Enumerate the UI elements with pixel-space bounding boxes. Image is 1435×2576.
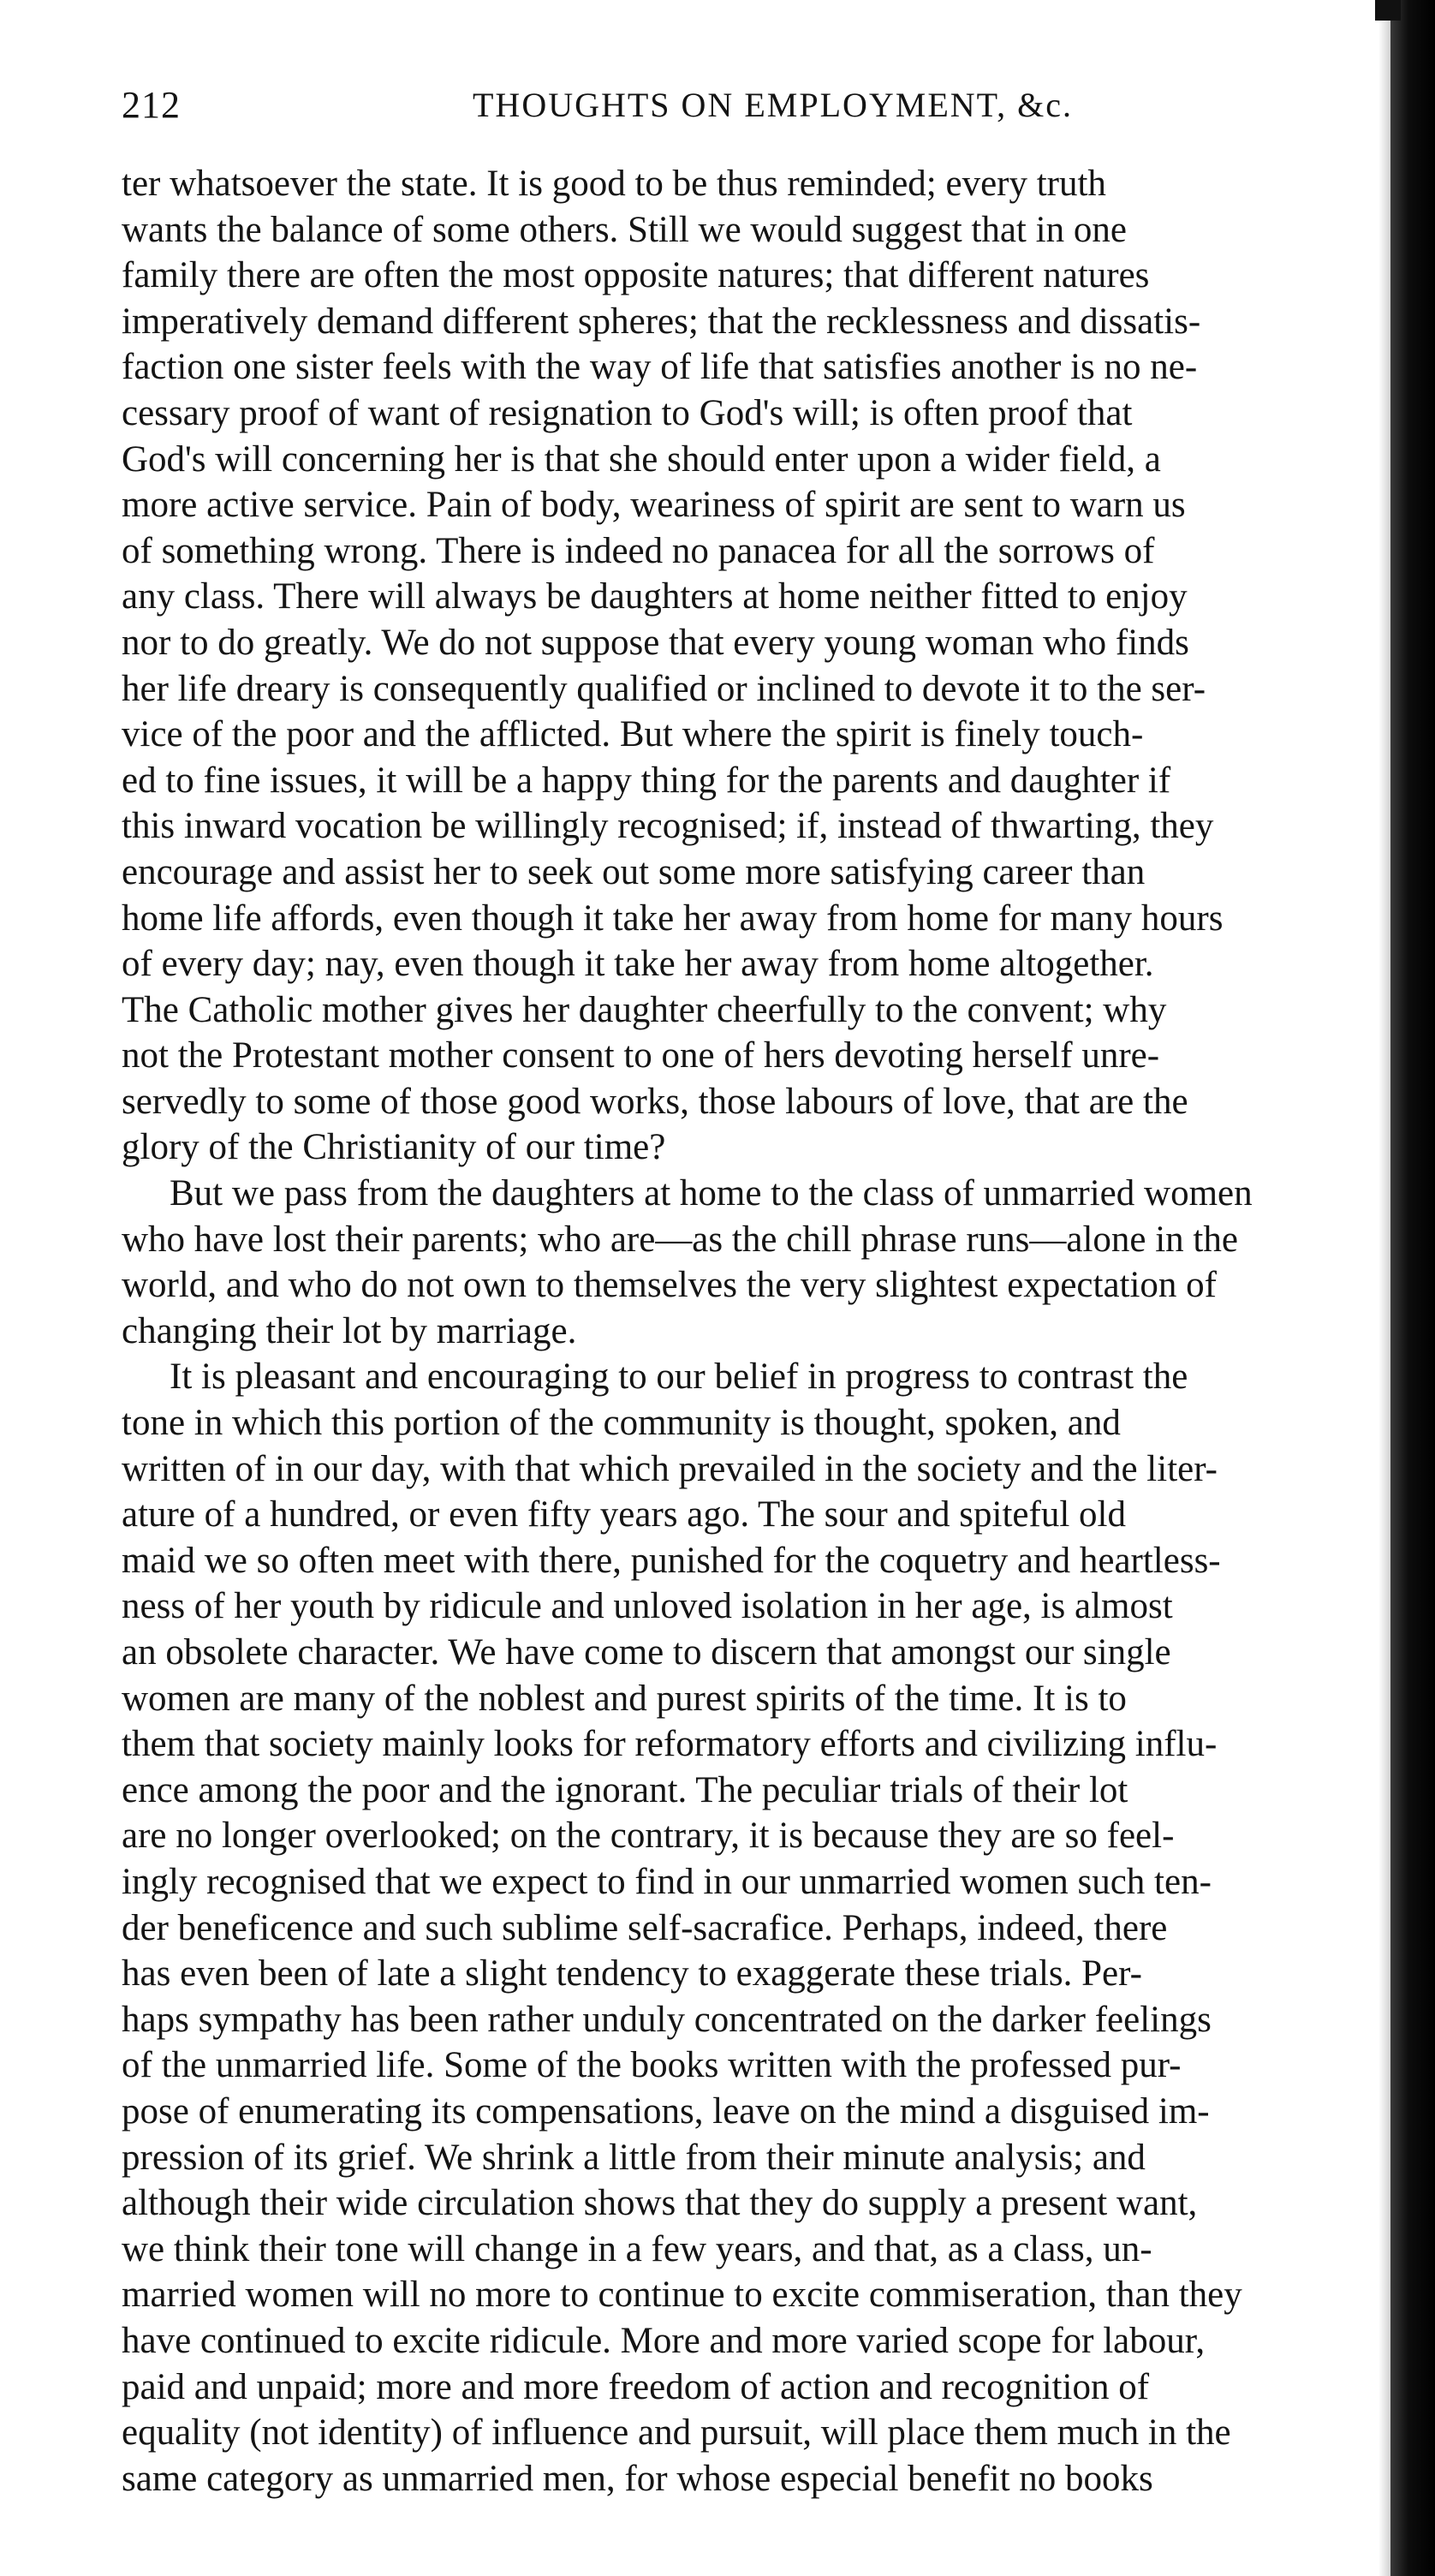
text-line: this inward vocation be willingly recognised; if, instead of thwarting, they — [122, 806, 1214, 847]
text-line: paid and unpaid; more and more freedom of action and recognition of — [122, 2366, 1150, 2407]
text-line: more active service. Pain of body, weariness of spirit are sent to warn us — [122, 485, 1186, 526]
text-line: But we pass from the daughters at home to the class of unmarried women — [170, 1173, 1253, 1214]
text-line: although their wide circulation shows that they do supply a present want, — [122, 2183, 1198, 2224]
text-line: of something wrong. There is indeed no panacea for all the sorrows of — [122, 530, 1155, 571]
text-line: pose of enumerating its compensations, leave on the mind a disguised im- — [122, 2090, 1210, 2132]
text-line: It is pleasant and encouraging to our belief in progress to contrast the — [170, 1357, 1188, 1398]
text-line: ness of her youth by ridicule and unloved isolation in her age, is almost — [122, 1586, 1173, 1627]
text-line: nor to do greatly. We do not suppose that every young woman who finds — [122, 622, 1189, 663]
text-line: haps sympathy has been rather unduly concentrated on the darker feelings — [122, 1999, 1212, 2040]
book-binding-edge — [1390, 0, 1435, 2576]
binding-shadow — [1378, 0, 1390, 2576]
text-line: The Catholic mother gives her daughter cheerfully to the convent; why — [122, 989, 1167, 1030]
text-line: married women will no more to continue to excite commiseration, than they — [122, 2275, 1242, 2316]
text-line: world, and who do not own to themselves the very slightest expectation of — [122, 1265, 1217, 1306]
text-line: have continued to excite ridicule. More and more varied scope for labour, — [122, 2320, 1206, 2361]
page-header — [122, 75, 1380, 135]
text-line: encourage and assist her to seek out some more satisfying career than — [122, 851, 1146, 892]
text-line: vice of the poor and the afflicted. But where the spirit is finely touch- — [122, 714, 1144, 755]
text-line: der beneficence and such sublime self-sacrafice. Perhaps, indeed, there — [122, 1907, 1168, 1948]
body-text — [122, 161, 1432, 2501]
text-line: ence among the poor and the ignorant. The peculiar trials of their lot — [122, 1769, 1128, 1810]
binding-corner — [1375, 0, 1401, 21]
text-line: pression of its grief. We shrink a little from their minute analysis; and — [122, 2137, 1146, 2178]
text-line: wants the balance of some others. Still we would suggest that in one — [122, 209, 1127, 250]
text-line: any class. There will always be daughters at home neither fitted to enjoy — [122, 576, 1188, 617]
text-line: women are many of the noblest and purest spirits of the time. It is to — [122, 1678, 1127, 1719]
text-line: are no longer overlooked; on the contrary, it is because they are so feel- — [122, 1816, 1175, 1857]
text-line: ature of a hundred, or even fifty years ago. The sour and spiteful old — [122, 1494, 1126, 1535]
text-line: not the Protestant mother consent to one of hers devoting herself unre- — [122, 1035, 1160, 1076]
text-line: same category as unmarried men, for whose especial benefit no books — [122, 2458, 1153, 2499]
text-line: written of in our day, with that which prevailed in the society and the liter- — [122, 1448, 1218, 1489]
text-line: imperatively demand different spheres; that the recklessness and dissatis- — [122, 301, 1201, 342]
text-line: glory of the Christianity of our time? — [122, 1127, 666, 1168]
text-line: servedly to some of those good works, those labours of love, that are the — [122, 1081, 1188, 1122]
text-line: an obsolete character. We have come to discern that amongst our single — [122, 1632, 1171, 1673]
text-line: of the unmarried life. Some of the books written with the professed pur- — [122, 2045, 1182, 2086]
text-line: maid we so often meet with there, punished for the coquetry and heartless- — [122, 1540, 1221, 1581]
text-line: faction one sister feels with the way of life that satisfies another is no ne- — [122, 347, 1198, 388]
text-line: ter whatsoever the state. It is good to be thus reminded; every truth — [122, 164, 1106, 204]
text-line: family there are often the most opposite natures; that different natures — [122, 255, 1150, 296]
text-line: we think their tone will change in a few years, and that, as a class, un- — [122, 2228, 1152, 2269]
text-line: home life affords, even though it take her away from home for many hours — [122, 897, 1224, 939]
text-line: ingly recognised that we expect to find in our unmarried women such ten- — [122, 1861, 1212, 1902]
text-line: cessary proof of want of resignation to God's will; is often proof that — [122, 392, 1133, 433]
running-title: THOUGHTS ON EMPLOYMENT, &c. — [473, 86, 1073, 124]
text-line: God's will concerning her is that she should enter upon a wider field, a — [122, 438, 1161, 480]
text-line: her life dreary is consequently qualified or inclined to devote it to the ser- — [122, 668, 1206, 709]
text-line: has even been of late a slight tendency to exaggerate these trials. Per- — [122, 1953, 1142, 1995]
text-line: tone in which this portion of the community is thought, spoken, and — [122, 1403, 1121, 1444]
text-line: changing their lot by marriage. — [122, 1310, 577, 1351]
text-line: equality (not identity) of influence and pursuit, will place them much in the — [122, 2412, 1231, 2454]
text-line: of every day; nay, even though it take her away from home altogether. — [122, 944, 1154, 985]
text-line: who have lost their parents; who are—as the chill phrase runs—alone in the — [122, 1219, 1238, 1260]
page-number: 212 — [122, 84, 181, 126]
text-line: ed to fine issues, it will be a happy thing for the parents and daughter if — [122, 760, 1171, 801]
text-line: them that society mainly looks for reformatory efforts and civilizing influ- — [122, 1724, 1218, 1765]
